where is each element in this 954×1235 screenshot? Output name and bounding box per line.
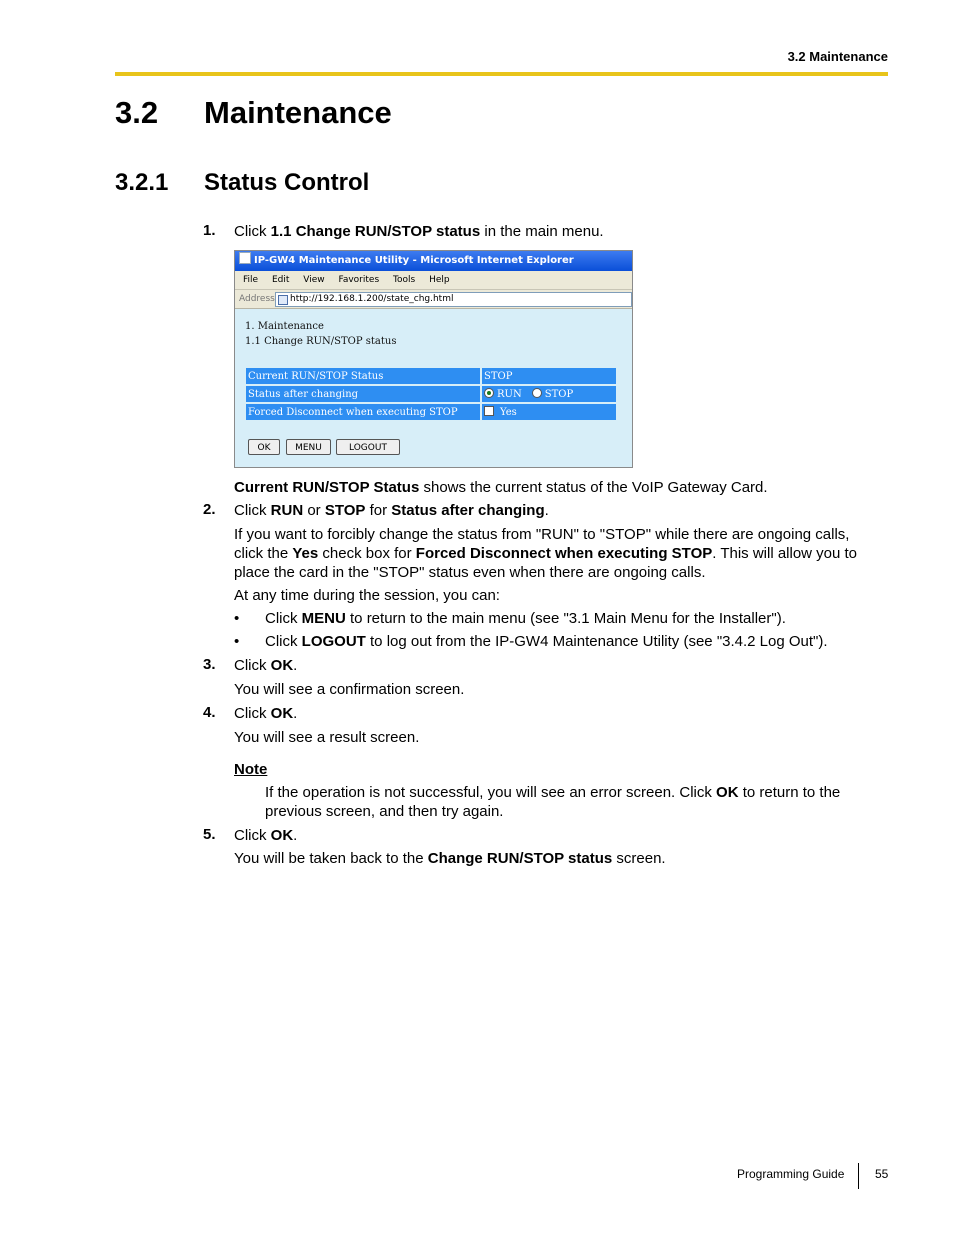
- footer-label: Programming Guide: [737, 1167, 845, 1181]
- force-paragraph-line-3: place the card in the "STOP" status even when there are ongoing calls.: [234, 564, 706, 581]
- step-5-pre: Click: [234, 827, 271, 844]
- status-table: [246, 366, 616, 422]
- browser-content: [235, 309, 632, 467]
- note-line-2: previous screen, and then try again.: [265, 803, 504, 820]
- step-5-text: [234, 826, 297, 845]
- row-label: Forced Disconnect when executing STOP: [246, 404, 480, 420]
- force-paragraph-line-2: [234, 544, 857, 563]
- step-3-text: [234, 656, 297, 675]
- bullet2-pre: Click: [265, 633, 302, 650]
- step-2-t3: for: [365, 502, 392, 519]
- force-l2a: click the: [234, 545, 293, 562]
- ok-button[interactable]: OK: [248, 439, 280, 455]
- bullet2-bold: LOGOUT: [301, 633, 366, 650]
- bullet-marker: •: [234, 610, 240, 627]
- step-5-bold: OK: [270, 827, 294, 844]
- run-radio[interactable]: [484, 388, 494, 398]
- section-title: Maintenance: [204, 95, 392, 130]
- step-2-text: [234, 501, 549, 520]
- note-l1c: to return to the: [738, 784, 841, 801]
- browser-title: IP-GW4 Maintenance Utility - Microsoft Internet Explorer: [254, 255, 574, 266]
- table-row: [246, 404, 616, 420]
- note-l1a: If the operation is not successful, you will see an error screen. Click: [265, 784, 717, 801]
- menu-button[interactable]: MENU: [286, 439, 331, 455]
- running-head: 3.2 Maintenance: [787, 49, 888, 64]
- step-2-b3: Status after changing: [391, 502, 545, 519]
- anytime-paragraph: At any time during the session, you can:: [234, 587, 500, 604]
- step-2-t4: .: [544, 502, 549, 519]
- step-3-sub: You will see a confirmation screen.: [234, 681, 465, 698]
- subsection-title: Status Control: [204, 169, 370, 196]
- step-3-pre: Click: [234, 657, 271, 674]
- menu-help[interactable]: Help: [429, 275, 450, 285]
- browser-titlebar: [235, 251, 632, 271]
- subsection-number: 3.2.1: [115, 169, 169, 196]
- bullet1-post: to return to the main menu (see "3.1 Main Menu for the Installer").: [345, 610, 786, 627]
- page-number: 55: [875, 1167, 889, 1181]
- section-number: 3.2: [115, 95, 159, 130]
- force-l2d: Forced Disconnect when executing STOP: [415, 545, 713, 562]
- step-2-t2: or: [303, 502, 325, 519]
- menu-tools[interactable]: Tools: [393, 275, 416, 285]
- subsection-heading: [115, 169, 369, 197]
- step-1-pre: Click: [234, 223, 271, 240]
- step-5-post: .: [293, 827, 298, 844]
- note-l1b: OK: [716, 784, 739, 801]
- step-4-post: .: [293, 705, 298, 722]
- header-rule: [115, 72, 888, 76]
- step-2-b1: RUN: [270, 502, 304, 519]
- ie-app-icon: [239, 252, 251, 264]
- row-label: Current RUN/STOP Status: [246, 368, 480, 384]
- step-4-sub: You will see a result screen.: [234, 729, 420, 746]
- menu-view[interactable]: View: [303, 275, 325, 285]
- step-5-sub-post: screen.: [612, 850, 666, 867]
- note-line-1: [265, 783, 840, 802]
- status-radio-group: [480, 386, 616, 402]
- step-4-bold: OK: [270, 705, 294, 722]
- bullet2-post: to log out from the IP-GW4 Maintenance Utility (see "3.4.2 Log Out").: [365, 633, 828, 650]
- step-2-number: 2.: [203, 501, 216, 518]
- logout-button[interactable]: LOGOUT: [336, 439, 400, 455]
- step-4-number: 4.: [203, 704, 216, 721]
- address-value: http://192.168.1.200/state_chg.html: [290, 294, 454, 304]
- current-status-post: shows the current status of the VoIP Gateway Card.: [419, 479, 768, 496]
- force-l2c: check box for: [318, 545, 416, 562]
- yes-label: Yes: [500, 407, 517, 418]
- bullet-marker: •: [234, 633, 240, 650]
- step-3-post: .: [293, 657, 298, 674]
- content-line-1: 1. Maintenance: [245, 321, 324, 332]
- browser-screenshot: [234, 250, 633, 468]
- content-line-2: 1.1 Change RUN/STOP status: [245, 336, 397, 347]
- address-bar: [235, 290, 632, 309]
- step-1-bold: 1.1 Change RUN/STOP status: [270, 223, 481, 240]
- address-label: Address: [239, 294, 275, 304]
- step-2-t1: Click: [234, 502, 271, 519]
- step-3-bold: OK: [270, 657, 294, 674]
- row-label: Status after changing: [246, 386, 480, 402]
- table-row: [246, 368, 616, 384]
- page-icon: [278, 295, 288, 305]
- step-4-pre: Click: [234, 705, 271, 722]
- table-row: [246, 386, 616, 402]
- footer-divider: [858, 1163, 859, 1189]
- menu-favorites[interactable]: Favorites: [338, 275, 380, 285]
- bullet-item-menu: [265, 609, 786, 628]
- stop-radio[interactable]: [532, 388, 542, 398]
- bullet1-bold: MENU: [301, 610, 346, 627]
- menu-edit[interactable]: Edit: [271, 275, 290, 285]
- step-5-sub-pre: You will be taken back to the: [234, 850, 428, 867]
- step-1-text: [234, 222, 604, 241]
- step-4-text: [234, 704, 297, 723]
- step-3-number: 3.: [203, 656, 216, 673]
- address-field[interactable]: [275, 292, 632, 307]
- bullet1-pre: Click: [265, 610, 302, 627]
- note-label: Note: [234, 761, 268, 778]
- yes-checkbox[interactable]: [484, 406, 494, 416]
- section-heading: [115, 95, 392, 131]
- browser-menubar: [235, 271, 632, 290]
- step-5-sub: [234, 849, 666, 868]
- forced-disconnect-cell: [480, 404, 616, 420]
- menu-file[interactable]: File: [243, 275, 259, 285]
- run-label: RUN: [497, 389, 522, 400]
- step-5-sub-bold: Change RUN/STOP status: [427, 850, 613, 867]
- force-l2b: Yes: [292, 545, 319, 562]
- step-1-post: in the main menu.: [480, 223, 604, 240]
- stop-label: STOP: [544, 389, 574, 400]
- current-status-bold: Current RUN/STOP Status: [234, 479, 420, 496]
- step-2-b2: STOP: [324, 502, 366, 519]
- step-1-number: 1.: [203, 222, 216, 239]
- force-l2e: . This will allow you to: [712, 545, 858, 562]
- force-paragraph-line-1: If you want to forcibly change the status from "RUN" to "STOP" while there are ongoing calls,: [234, 526, 850, 543]
- bullet-item-logout: [265, 632, 828, 651]
- current-status-value: STOP: [480, 368, 616, 384]
- step-5-number: 5.: [203, 826, 216, 843]
- current-status-paragraph: [234, 478, 768, 497]
